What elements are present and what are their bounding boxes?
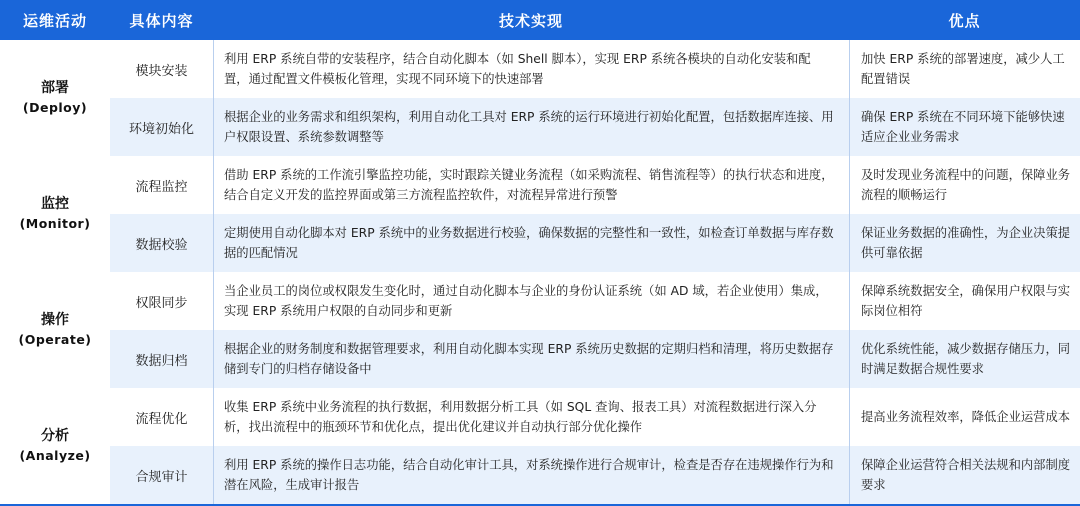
row-tech: 收集 ERP 系统中业务流程的执行数据，利用数据分析工具（如 SQL 查询、报表工具）对流程数据进行深入分析，找出流程中的瓶颈环节和优化点，提出优化建议并自动执行部分优化操作 xyxy=(213,388,849,446)
group-deploy xyxy=(0,40,110,156)
row-tech: 根据企业的业务需求和组织架构，利用自动化工具对 ERP 系统的运行环境进行初始化配置，包括数据库连接、用户权限设置、系统参数调整等 xyxy=(213,98,849,156)
header-specific-content: 具体内容 xyxy=(129,11,194,30)
header-ops-activity: 运维活动 xyxy=(22,11,87,30)
row-name: 流程优化 xyxy=(110,388,213,446)
row-name: 数据校验 xyxy=(110,214,213,272)
row-tech: 借助 ERP 系统的工作流引擎监控功能，实时跟踪关键业务流程（如采购流程、销售流程等）的执行状态和进度，结合自定义开发的监控界面或第三方流程监控软件，对流程异常进行预警 xyxy=(213,156,849,214)
row-name: 模块安装 xyxy=(110,40,213,98)
table-body xyxy=(0,40,1080,504)
row-name: 合规审计 xyxy=(110,446,213,504)
group-subtitle: (Monitor) xyxy=(19,216,91,231)
group-subtitle: (Operate) xyxy=(18,332,92,347)
row-tech: 根据企业的财务制度和数据管理要求，利用自动化脚本实现 ERP 系统历史数据的定期归档和清理，将历史数据存储到专门的归档存储设备中 xyxy=(213,330,849,388)
row-tech: 当企业员工的岗位或权限发生变化时，通过自动化脚本与企业的身份认证系统（如 AD 域，若企业使用）集成，实现 ERP 系统用户权限的自动同步和更新 xyxy=(213,272,849,330)
row-tech: 定期使用自动化脚本对 ERP 系统中的业务数据进行校验，确保数据的完整性和一致性，如检查订单数据与库存数据的匹配情况 xyxy=(213,214,849,272)
group-subtitle: (Analyze) xyxy=(19,448,91,463)
row-name: 权限同步 xyxy=(110,272,213,330)
row-advantage: 加快 ERP 系统的部署速度，减少人工配置错误 xyxy=(849,40,1080,98)
row-advantage: 优化系统性能，减少数据存储压力，同时满足数据合规性要求 xyxy=(849,330,1080,388)
row-advantage: 保证业务数据的准确性，为企业决策提供可靠依据 xyxy=(849,214,1080,272)
group-analyze xyxy=(0,388,110,504)
group-title: 部署 xyxy=(41,80,69,96)
row-name: 流程监控 xyxy=(110,156,213,214)
row-advantage: 提高业务流程效率，降低企业运营成本 xyxy=(849,388,1080,446)
group-title: 操作 xyxy=(41,312,69,328)
row-tech: 利用 ERP 系统的操作日志功能，结合自动化审计工具，对系统操作进行合规审计，检查是否存在违规操作行为和潜在风险，生成审计报告 xyxy=(213,446,849,504)
row-name: 数据归档 xyxy=(110,330,213,388)
row-advantage: 保障企业运营符合相关法规和内部制度要求 xyxy=(849,446,1080,504)
table-header xyxy=(0,0,1080,40)
row-advantage: 保障系统数据安全，确保用户权限与实际岗位相符 xyxy=(849,272,1080,330)
group-subtitle: (Deploy) xyxy=(22,100,88,115)
group-operate xyxy=(0,272,110,388)
header-technical-implementation: 技术实现 xyxy=(498,11,563,30)
row-advantage: 确保 ERP 系统在不同环境下能够快速适应企业业务需求 xyxy=(849,98,1080,156)
group-title: 监控 xyxy=(41,196,69,212)
row-tech: 利用 ERP 系统自带的安装程序，结合自动化脚本（如 Shell 脚本），实现 ERP 系统各模块的自动化安装和配置，通过配置文件模板化管理，实现不同环境下的快速部署 xyxy=(213,40,849,98)
group-monitor xyxy=(0,156,110,272)
group-title: 分析 xyxy=(41,428,69,444)
header-advantages: 优点 xyxy=(948,11,981,30)
row-name: 环境初始化 xyxy=(110,98,213,156)
row-advantage: 及时发现业务流程中的问题，保障业务流程的顺畅运行 xyxy=(849,156,1080,214)
